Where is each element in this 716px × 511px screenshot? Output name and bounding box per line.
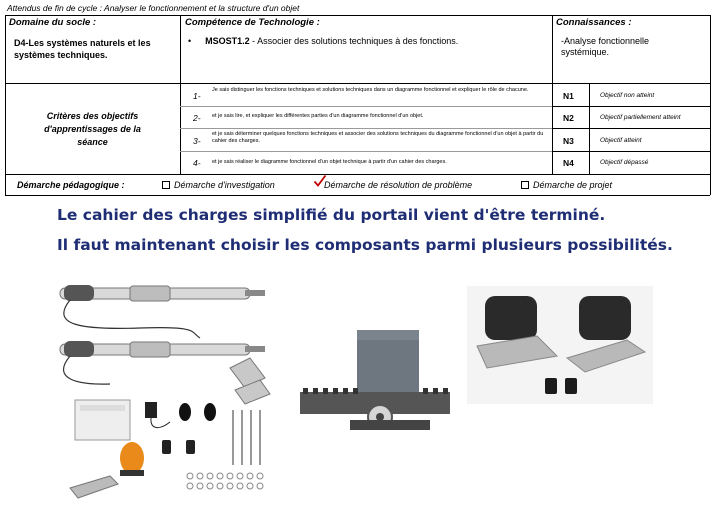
headline-line-2: Il faut maintenant choisir les composants parmi plusieurs possibilités. [57, 236, 673, 254]
demarche-option-investigation[interactable] [162, 180, 275, 190]
option-label: Démarche de résolution de problème [324, 180, 473, 190]
competence-value [188, 36, 458, 46]
level-n3: N3 [563, 136, 574, 146]
connaissances-value: -Analyse fonctionnelle systémique. [561, 36, 650, 57]
level-n1: N1 [563, 91, 574, 101]
headline-line-1: Le cahier des charges simplifié du portail vient d'être terminé. [57, 206, 606, 224]
checkbox-icon[interactable] [521, 181, 529, 189]
competence-label: Compétence de Technologie : [185, 17, 320, 28]
swing-gate-actuator-kit-photo[interactable] [50, 280, 285, 505]
checkbox-icon[interactable] [162, 181, 170, 189]
domaine-value: D4-Les systèmes naturels et les systèmes techniques. [14, 38, 151, 60]
demarche-option-projet[interactable] [521, 180, 612, 190]
connaissances-label: Connaissances : [556, 17, 632, 28]
bullet: • [188, 36, 192, 46]
sliding-gate-motor-photo[interactable] [295, 322, 455, 434]
objectif-3: Objectif atteint [600, 137, 642, 144]
criteria-num-1: 1- [193, 91, 201, 101]
demarche-label: Démarche pédagogique : [17, 180, 125, 190]
criteria-text-2: et je sais lire, et expliquer les différentes parties d'un diagramme fonctionnel d'un objet. [212, 113, 424, 119]
objectif-4: Objectif dépassé [600, 159, 649, 166]
level-n2: N2 [563, 113, 574, 123]
criteria-text-4: et je sais réaliser le diagramme fonctionnel d'un objet technique à partir d'un cahier des charges. [212, 159, 447, 165]
objectif-2: Objectif partiellement atteint [600, 114, 681, 121]
criteria-text-1: Je sais distinguer les fonctions techniques et solutions techniques dans un diagramme fonctionnel et expliquer le rôle de chacune. [212, 87, 529, 93]
criteres-title: Critères des objectifs d'apprentissages de la séance [44, 111, 141, 147]
criteria-num-3: 3- [193, 136, 201, 146]
domaine-label: Domaine du socle : [9, 17, 97, 28]
objectif-1: Objectif non atteint [600, 92, 655, 99]
criteria-num-4: 4- [193, 158, 201, 168]
competence-code: MSOST1.2 [205, 36, 250, 46]
underground-gate-motor-photo[interactable] [467, 286, 653, 404]
criteria-num-2: 2- [193, 113, 201, 123]
demarche-option-resolution[interactable] [314, 180, 472, 190]
header-note: Attendus de fin de cycle : Analyser le fonctionnement et la structure d'un objet [7, 3, 300, 13]
option-label: Démarche d'investigation [174, 180, 275, 190]
red-checkmark-icon[interactable] [314, 180, 324, 188]
level-n4: N4 [563, 158, 574, 168]
criteria-text-3: et je sais déterminer quelques fonctions techniques et associer des solutions techniques du diagramme fonctionnel d'un objet à partir du cahier des charges. [212, 131, 544, 144]
option-label: Démarche de projet [533, 180, 613, 190]
competence-text: - Associer des solutions techniques à des fonctions. [249, 36, 459, 46]
